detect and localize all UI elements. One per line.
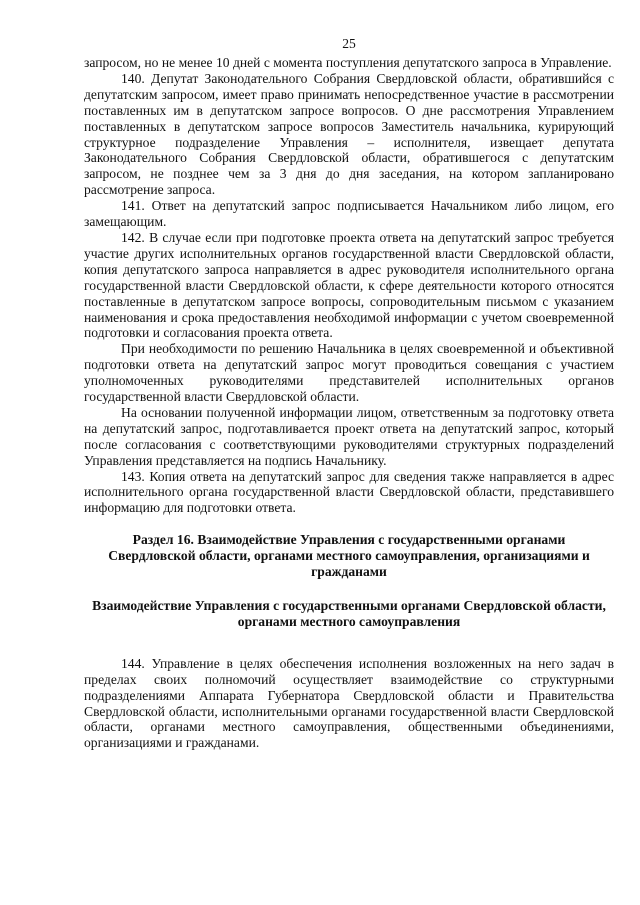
- paragraph-141: 141. Ответ на депутатский запрос подписывается Начальником либо лицом, его замещающим.: [84, 198, 614, 230]
- section-16-heading: Раздел 16. Взаимодействие Управления с государственными органами Свердловской области, органами местного самоуправления, организациями и гражданами: [108, 532, 590, 580]
- paragraph-142: 142. В случае если при подготовке проекта ответа на депутатский запрос требуется участие других исполнительных органов государственной власти Свердловской области, копия депутатского запроса направляется в адрес руководителя исполнительного органа государственной власти Свердловской области, к сфере деятельности которого относятся поставленные в депутатском запросе вопросы, сопроводительным письмом с указанием наименования и срока предоставления необходимой информации с учетом своевременной подготовки и согласования проекта ответа.: [84, 229, 614, 341]
- paragraph-142-meetings: При необходимости по решению Начальника в целях своевременной и объективной подготовки ответа на депутатский запрос могут проводиться совещания с участием уполномоченных руководителями представителей исполнительных органов государственной власти Свердловской области.: [84, 341, 614, 405]
- subsection-heading: Взаимодействие Управления с государственными органами Свердловской области, органами местного самоуправления: [92, 598, 606, 629]
- paragraph-142-draft: На основании полученной информации лицом, ответственным за подготовку ответа на депутатский запрос, подготавливается проект ответа на депутатский запрос, который после согласования с соответствующими руководителями структурных подразделений Управления представляется на подпись Начальнику.: [84, 404, 614, 468]
- paragraph-144: 144. Управление в целях обеспечения исполнения возложенных на него задач в пределах своих полномочий осуществляет взаимодействие со структурными подразделениями Аппарата Губернатора Свердловской области и Правительства Свердловской области, исполнительными органами государственной власти Свердловской области, органами местного самоуправления, общественными объединениями, организациями и гражданами.: [84, 655, 614, 751]
- paragraph-143: 143. Копия ответа на депутатский запрос для сведения также направляется в адрес исполнительного органа государственной власти Свердловской области, представившего информацию для подготовки ответа.: [84, 468, 614, 516]
- page-number: 25: [342, 36, 356, 51]
- paragraph-continuation: запросом, но не менее 10 дней с момента поступления депутатского запроса в Управление.: [84, 55, 612, 70]
- document-page: [84, 36, 614, 751]
- paragraph-140: 140. Депутат Законодательного Собрания Свердловской области, обратившийся с депутатским запросом, имеет право принимать непосредственное участие в рассмотрении поставленных им в депутатском запросе вопросов. О дне рассмотрения Управлением поставленных в депутатском запросе вопросов Заместитель начальника, курирующий структурное подразделение Управления – исполнителя, извещает депутата Законодательного Собрания Свердловской области, обратившегося с депутатским запросом, не позднее чем за 3 дня до дня заседания, на котором запланировано рассмотрение запроса.: [84, 70, 614, 198]
